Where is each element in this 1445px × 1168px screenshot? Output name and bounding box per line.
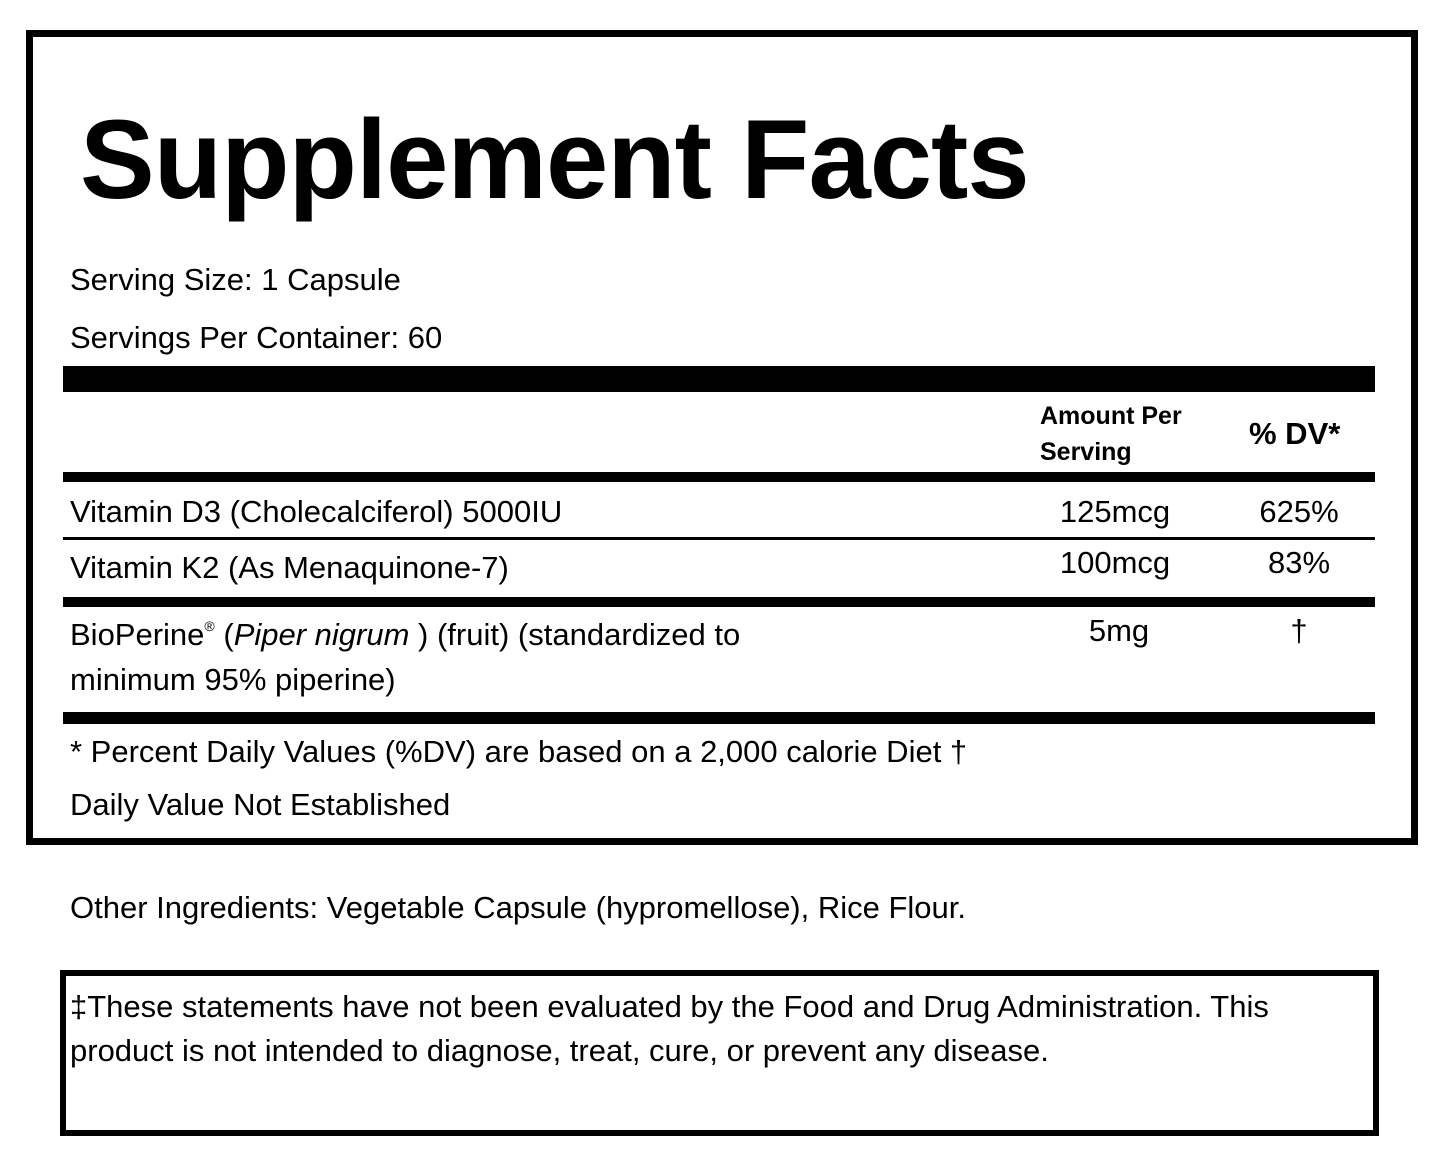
serving-size: Serving Size: 1 Capsule — [70, 262, 401, 297]
footnote-percent-dv: * Percent Daily Values (%DV) are based on a 2,000 calorie Diet † — [70, 734, 968, 769]
bioperine-detail: ) (fruit) (standardized to — [409, 617, 741, 652]
nutrient-name-bioperine-line2: minimum 95% piperine) — [70, 662, 396, 697]
nutrient-name-vitamin-d3: Vitamin D3 (Cholecalciferol) 5000IU — [70, 494, 563, 529]
nutrient-amount-bioperine: 5mg — [1088, 613, 1150, 648]
panel-title: Supplement Facts — [80, 97, 1029, 222]
nutrient-amount-vitamin-d3: 125mcg — [1059, 494, 1171, 529]
bioperine-paren: ( — [214, 617, 234, 652]
row-divider — [63, 537, 1375, 540]
nutrient-dv-bioperine: † — [1290, 613, 1308, 648]
nutrient-dv-vitamin-d3: 625% — [1259, 494, 1339, 529]
amount-header-line2: Serving — [1040, 438, 1132, 466]
registered-mark: ® — [204, 618, 215, 634]
thick-divider-bottom — [63, 712, 1375, 724]
nutrient-name-vitamin-k2: Vitamin K2 (As Menaquinone-7) — [70, 550, 509, 585]
row-divider-thick — [63, 597, 1375, 607]
footnote-not-established: Daily Value Not Established — [70, 787, 451, 822]
nutrient-amount-vitamin-k2: 100mcg — [1059, 545, 1171, 580]
nutrient-name-bioperine — [70, 617, 740, 653]
daily-value-header: % DV* — [1249, 416, 1341, 451]
other-ingredients: Other Ingredients: Vegetable Capsule (hypromellose), Rice Flour. — [70, 890, 967, 925]
bioperine-latin-name: Piper nigrum — [233, 617, 410, 652]
header-divider — [63, 472, 1375, 482]
thick-divider-top — [63, 366, 1375, 392]
fda-disclaimer-text: ‡These statements have not been evaluated by the Food and Drug Administration. This product is not intended to diagnose, treat, cure, or prevent any disease. — [70, 989, 1269, 1068]
amount-header-line1: Amount Per — [1040, 402, 1182, 430]
servings-per-container: Servings Per Container: 60 — [70, 320, 443, 355]
amount-per-serving-header — [1040, 398, 1182, 470]
bioperine-brand: BioPerine — [70, 617, 205, 652]
nutrient-dv-vitamin-k2: 83% — [1267, 545, 1331, 580]
